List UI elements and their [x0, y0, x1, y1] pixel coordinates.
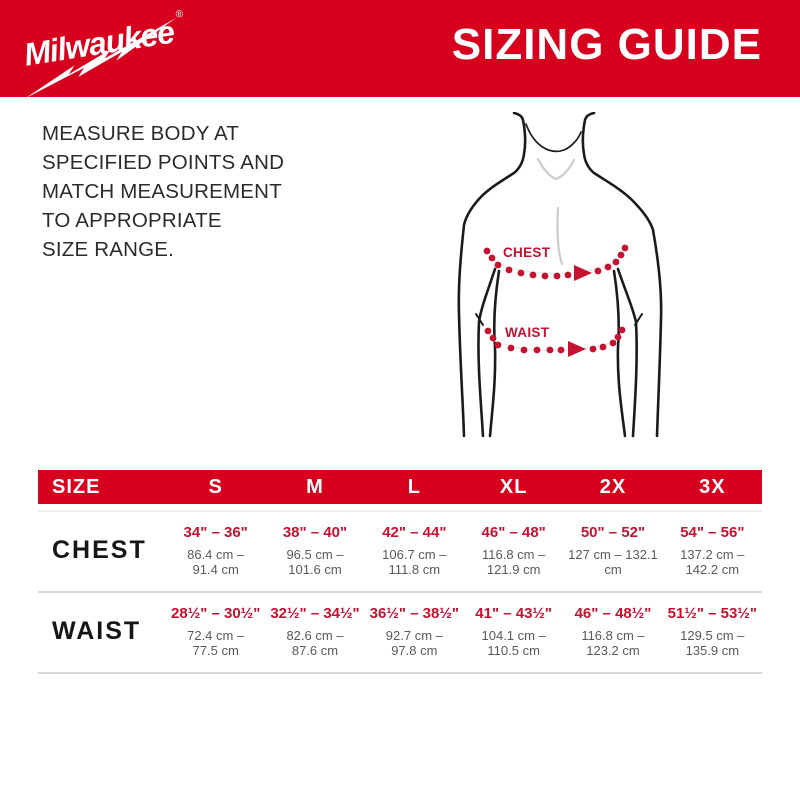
waist-m-inches: 32½" – 34½" [270, 605, 360, 622]
col-header-3x: 3X [699, 475, 726, 498]
waist-arrow-icon [568, 341, 586, 357]
waist-l-inches: 36½" – 38½" [369, 605, 459, 622]
chest-xl-inches: 46" – 48" [481, 524, 546, 541]
table-row-chest [38, 512, 762, 593]
intro-line: SIZE RANGE. [42, 238, 175, 261]
chest-2x-inches: 50" – 52" [580, 524, 646, 541]
row-label-chest: CHEST [52, 535, 147, 564]
col-header-xl: XL [499, 475, 528, 498]
table-row-waist [38, 593, 762, 674]
intro-text [42, 119, 284, 264]
milwaukee-logo [10, 1, 205, 97]
waist-s-cell: 28½" – 30½" 72.4 cm – 77.5 cm [166, 603, 265, 659]
waist-label: WAIST [505, 325, 550, 340]
waist-3x-inches: 51½" – 53½" [667, 605, 757, 622]
col-header-l: L [407, 475, 421, 498]
chest-m-inches: 38" – 40" [282, 524, 348, 541]
waist-xl-inches: 41" – 43½" [475, 605, 553, 622]
col-header-s: S [208, 475, 223, 498]
intro-line: SPECIFIED POINTS AND [42, 151, 285, 174]
chest-s-inches: 34" – 36" [183, 524, 248, 541]
chest-l-cell: 42" – 44" 106.7 cm – 111.8 cm [365, 522, 464, 578]
chest-l-cm: 106.7 cm – [382, 547, 447, 562]
waist-3x-cm: 129.5 cm – [680, 628, 745, 643]
chest-m-cm: 96.5 cm – [286, 547, 344, 562]
waist-2x-cm: 116.8 cm – [581, 628, 645, 643]
waist-3x-cell: 51½" – 53½" 129.5 cm – 135.9 cm [663, 603, 762, 659]
torso-illustration [450, 112, 750, 447]
header-banner [0, 0, 800, 97]
col-header-m: M [306, 475, 324, 498]
chest-s-cm: 86.4 cm – [187, 547, 245, 562]
col-header-2x: 2X [599, 475, 627, 498]
col-header-size: SIZE [52, 475, 101, 498]
chest-xl-cm: 116.8 cm – [481, 547, 546, 562]
chest-xl-cell: 46" – 48" 116.8 cm – 121.9 cm [464, 522, 563, 578]
chest-3x-cm: 137.2 cm – [680, 547, 745, 562]
chest-s-cell: 34" – 36" 86.4 cm – 91.4 cm [166, 522, 265, 578]
intro-line: MATCH MEASUREMENT [42, 180, 282, 203]
waist-xl-cm: 104.1 cm – [481, 628, 546, 643]
waist-l-cell: 36½" – 38½" 92.7 cm – 97.8 cm [365, 603, 464, 659]
waist-2x-cell: 46" – 48½" 116.8 cm – 123.2 cm [563, 603, 662, 659]
intro-line: MEASURE BODY AT [42, 122, 240, 145]
waist-m-cm: 82.6 cm – [286, 628, 344, 643]
table-header-row [38, 470, 762, 504]
table-body [38, 510, 762, 674]
intro-line: TO APPROPRIATE [42, 209, 222, 232]
waist-s-inches: 28½" – 30½" [171, 605, 261, 622]
chest-arrow-icon [574, 265, 592, 281]
chest-2x-cm: 127 cm – 132.1 [568, 547, 658, 562]
waist-s-cm: 72.4 cm – [187, 628, 245, 643]
chest-2x-cell: 50" – 52" 127 cm – 132.1 cm [563, 522, 662, 578]
waist-xl-cell: 41" – 43½" 104.1 cm – 110.5 cm [464, 603, 563, 659]
waist-m-cell: 32½" – 34½" 82.6 cm – 87.6 cm [265, 603, 364, 659]
waist-2x-inches: 46" – 48½" [574, 605, 652, 622]
chest-m-cell: 38" – 40" 96.5 cm – 101.6 cm [265, 522, 364, 578]
registered-mark: ® [175, 8, 185, 21]
sizing-table [38, 470, 762, 674]
chest-l-inches: 42" – 44" [382, 524, 447, 541]
chest-3x-cell: 54" – 56" 137.2 cm – 142.2 cm [663, 522, 762, 578]
waist-l-cm: 92.7 cm – [385, 628, 443, 643]
row-label-waist: WAIST [52, 616, 142, 645]
chest-3x-inches: 54" – 56" [680, 524, 745, 541]
chest-label: CHEST [503, 245, 551, 260]
page-title: SIZING GUIDE [451, 20, 762, 69]
logo-wordmark: Milwaukee [21, 13, 177, 73]
